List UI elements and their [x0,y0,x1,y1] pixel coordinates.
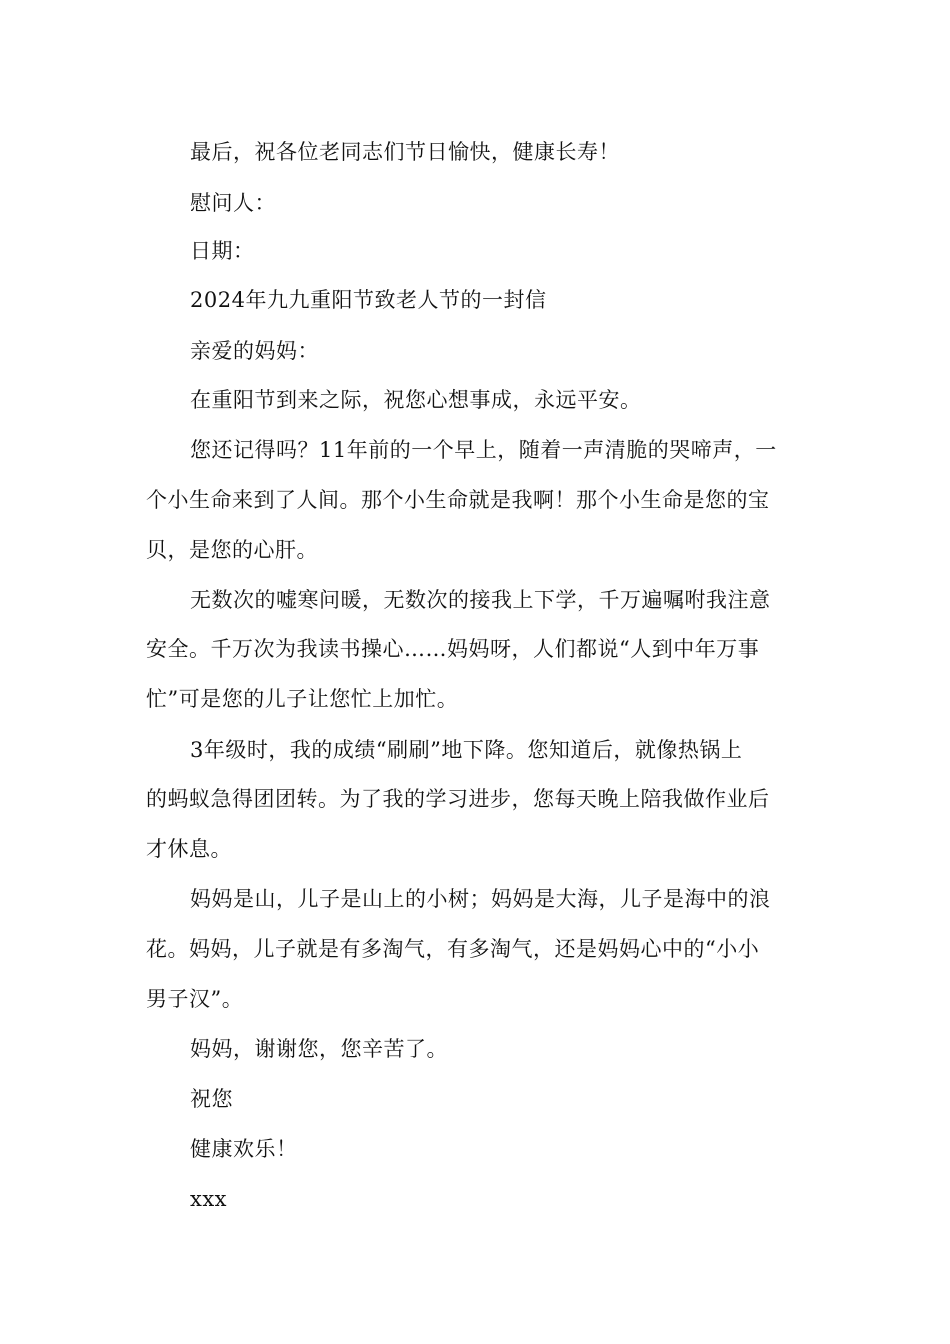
salutation: 亲爱的妈妈： [190,339,319,363]
paragraph-line: 无数次的嘘寒问暖，无数次的接我上下学，千万遍嘱咐我注意 [190,588,771,612]
sender-label: 慰问人： [190,191,276,215]
paragraph-line: 安全。千万次为我读书操心……妈妈呀，人们都说“人到中年万事 [146,637,760,661]
paragraph-line: 男子汉”。 [146,987,244,1011]
paragraph-line: 妈妈是山，儿子是山上的小树；妈妈是大海，儿子是海中的浪 [190,887,771,911]
letter-title: 2024年九九重阳节致老人节的一封信 [190,288,547,312]
paragraph-line: 才休息。 [146,837,232,861]
paragraph-line: 3年级时，我的成绩“刷刷”地下降。您知道后，就像热锅上 [190,738,743,762]
closing-wish-line: 最后，祝各位老同志们节日愉快，健康长寿！ [190,140,620,164]
wish-prefix: 祝您 [190,1087,233,1111]
paragraph-line: 个小生命来到了人间。那个小生命就是我啊！那个小生命是您的宝 [146,488,770,512]
paragraph-line: 花。妈妈，儿子就是有多淘气，有多淘气，还是妈妈心中的“小小 [146,937,760,961]
wish-text: 健康欢乐！ [190,1137,298,1161]
paragraph-line: 您还记得吗？11年前的一个早上，随着一声清脆的哭啼声，一 [190,438,777,462]
paragraph-line: 贝，是您的心肝。 [146,538,318,562]
paragraph-line: 忙”可是您的儿子让您忙上加忙。 [146,687,459,711]
paragraph-line: 的蚂蚁急得团团转。为了我的学习进步，您每天晚上陪我做作业后 [146,787,770,811]
signature: xxx [190,1187,228,1211]
date-label: 日期： [190,239,255,263]
paragraph-line: 在重阳节到来之际，祝您心想事成，永远平安。 [190,388,642,412]
thanks-line: 妈妈，谢谢您，您辛苦了。 [190,1037,448,1061]
